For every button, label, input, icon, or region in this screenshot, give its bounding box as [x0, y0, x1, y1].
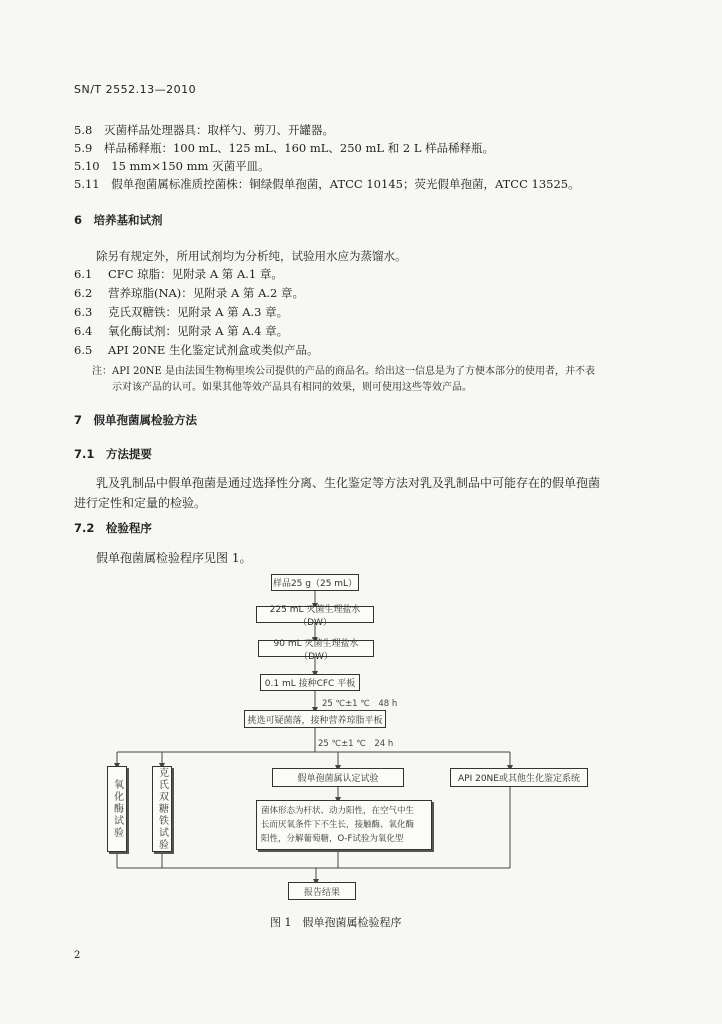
item-text: 灭菌样品处理器具：取样勺、剪刀、开罐器。 — [103, 123, 334, 137]
criteria-line-1: 菌体形态为杆状、动力阳性，在空气中生 — [261, 806, 415, 816]
flow-pick-box: 挑选可疑菌落，接种营养琼脂平板 — [244, 710, 386, 728]
item-text: 假单孢菌属标准质控菌株：铜绿假单孢菌，ATCC 10145；荧光假单孢菌，ATCC 13525。 — [111, 177, 580, 191]
section-6-intro: 除另有规定外，所用试剂均为分析纯，试验用水应为蒸馏水。 — [96, 249, 407, 263]
section-7-2-intro: 假单孢菌属检验程序见图 1。 — [96, 551, 252, 565]
flow-condition-2: 25 ℃±1 ℃ 24 h — [318, 739, 394, 749]
flow-sample-box: 样品25 g（25 mL） — [271, 574, 359, 591]
item-text: 15 mm×150 mm 灭菌平皿。 — [111, 159, 270, 173]
item-text: API 20NE 生化鉴定试剂盒或类似产品。 — [107, 343, 319, 357]
figure-caption: 图 1 假单孢菌属检验程序 — [270, 916, 402, 929]
item-text: 氧化酶试剂：见附录 A 第 A.4 章。 — [107, 324, 289, 338]
flow-api-box: API 20NE或其他生化鉴定系统 — [450, 768, 588, 787]
flow-oxidase-box: 氧化酶试验 — [107, 766, 127, 852]
section-7-1-title: 7.1 方法提要 — [74, 447, 152, 461]
item-number: 5.10 — [74, 159, 100, 173]
flow-kia-box: 克氏双糖铁试验 — [152, 766, 172, 852]
section-7-2-title: 7.2 检验程序 — [74, 521, 152, 535]
section-7-1-line-1: 乳及乳制品中假单孢菌是通过选择性分离、生化鉴定等方法对乳及乳制品中可能存在的假单孢菌 — [96, 476, 601, 490]
section-7-title: 7 假单孢菌属检验方法 — [74, 413, 198, 427]
item-text: 克氏双糖铁：见附录 A 第 A.3 章。 — [107, 305, 289, 319]
page-number: 2 — [74, 950, 81, 961]
flow-plate-box: 0.1 mL 接种CFC 平板 — [260, 674, 360, 691]
note-line-1: 注：API 20NE 是由法国生物梅里埃公司提供的产品的商品名。给出这一信息是为了方便本部分的使用者，并不表 — [92, 366, 596, 377]
item-number: 6.2 — [74, 286, 93, 300]
item-number: 6.1 — [74, 267, 93, 281]
criteria-line-3: 阳性，分解葡萄糖，O-F试验为氧化型 — [261, 834, 404, 844]
standard-number: SN/T 2552.13—2010 — [74, 83, 197, 96]
item-number: 5.8 — [74, 123, 93, 137]
item-text: 样品稀释瓶：100 mL、125 mL、160 mL、250 mL 和 2 L 样品稀释瓶。 — [103, 141, 495, 155]
item-number: 6.3 — [74, 305, 93, 319]
item-number: 6.4 — [74, 324, 93, 338]
flow-condition-1: 25 ℃±1 ℃ 48 h — [322, 699, 398, 709]
flow-criteria-box — [256, 800, 432, 850]
criteria-line-2: 长而厌氧条件下不生长，接触酶、氧化酶 — [261, 820, 415, 830]
section-7-1-line-2: 进行定性和定量的检验。 — [74, 496, 207, 510]
flow-confirm-box: 假单孢菌属认定试验 — [272, 768, 404, 787]
section-6-title: 6 培养基和试剂 — [74, 213, 163, 227]
note-line-2: 示对该产品的认可。如果其他等效产品具有相同的效果，则可使用这些等效产品。 — [112, 382, 472, 393]
item-number: 6.5 — [74, 343, 93, 357]
flow-dilute1-box: 225 mL 灭菌生理盐水（DW） — [256, 606, 374, 623]
item-number: 5.11 — [74, 177, 100, 191]
flow-dilute2-box: 90 mL 灭菌生理盐水（DW） — [258, 640, 374, 657]
item-number: 5.9 — [74, 141, 93, 155]
item-text: CFC 琼脂：见附录 A 第 A.1 章。 — [107, 267, 283, 281]
flow-report-box: 报告结果 — [288, 882, 356, 900]
item-text: 营养琼脂(NA)：见附录 A 第 A.2 章。 — [107, 286, 304, 300]
